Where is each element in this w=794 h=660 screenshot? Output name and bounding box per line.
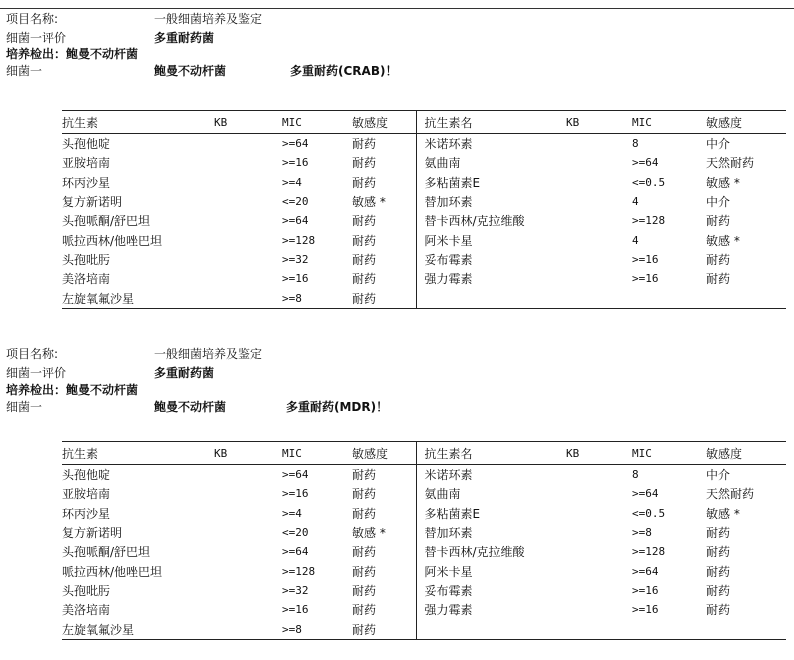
table-row (62, 542, 786, 561)
kb-value (566, 192, 632, 211)
sensitivity: 中介 (706, 468, 731, 483)
top-divider (0, 8, 794, 9)
antibiotic-name: 左旋氧氟沙星 (62, 288, 214, 308)
antibiotic-name: 氨曲南 (416, 484, 566, 503)
header-antibiotic: 抗生素 (62, 111, 214, 134)
mic-value: 4 (632, 195, 639, 209)
kb-value (214, 561, 282, 580)
antibiotic-name: 亚胺培南 (62, 156, 111, 171)
sensitivity: 耐药 (352, 487, 377, 502)
mic-value: >=16 (282, 487, 309, 501)
kb-value (214, 134, 282, 154)
header-sensitivity: 敏感度 (706, 442, 786, 465)
antibiotic-name: 头孢他啶 (62, 468, 111, 483)
antibiotic-name: 米诺环素 (416, 465, 566, 485)
kb-value (566, 619, 632, 639)
sensitivity: 耐药 (352, 583, 377, 598)
antibiotic-name: 美洛培南 (62, 603, 111, 618)
item-label: 项目名称: (6, 347, 59, 361)
culture-value: 鲍曼不动杆菌 (66, 383, 139, 397)
mic-value: <=0.5 (632, 506, 666, 520)
mic-value: >=8 (282, 288, 352, 308)
bacteria-row (6, 64, 398, 78)
sensitivity: 耐药 (352, 506, 377, 521)
sensitivity: 耐药 (352, 468, 377, 483)
antibiotic-name: 替卡西林/克拉维酸 (416, 542, 566, 561)
mic-value: 8 (632, 468, 639, 482)
table-row (62, 288, 786, 308)
kb-value (566, 288, 632, 308)
kb-value (566, 134, 632, 154)
kb-value (214, 542, 282, 561)
table-row (62, 465, 786, 485)
item-label: 项目名称: (6, 12, 59, 26)
kb-value (566, 153, 632, 172)
sensitivity: 耐药 (352, 272, 377, 287)
mic-value: >=128 (632, 214, 666, 228)
antibiotic-name: 环丙沙星 (62, 506, 111, 521)
sensitivity: 耐药 (352, 175, 377, 190)
antibiotic-name: 美洛培南 (62, 272, 111, 287)
antibiotic-name: 哌拉西林/他唑巴坦 (62, 233, 163, 248)
mic-value: >=8 (632, 526, 652, 540)
sensitivity: 中介 (706, 137, 731, 152)
bacteria-row (6, 400, 389, 414)
header-sensitivity: 敏感度 (352, 442, 416, 465)
sensitivity: 耐药 (706, 526, 731, 541)
header-antibiotic: 抗生素 (62, 442, 214, 465)
kb-value (214, 250, 282, 269)
mic-value: >=16 (282, 603, 309, 617)
eval-value: 多重耐药菌 (154, 366, 215, 380)
kb-value (214, 581, 282, 600)
item-row (6, 347, 263, 361)
sensitivity (706, 619, 786, 639)
kb-value (566, 211, 632, 230)
sensitivity: 耐药 (352, 214, 377, 229)
sensitivity: 耐药 (706, 252, 731, 267)
sensitivity: 耐药 (352, 619, 416, 639)
header-antibiotic-name: 抗生素名 (416, 111, 566, 134)
bacteria-note: 多重耐药(CRAB)！ (290, 64, 398, 78)
mic-value: <=20 (282, 195, 309, 209)
antibiotic-name: 阿米卡星 (416, 561, 566, 580)
antibiotic-name: 头孢他啶 (62, 137, 111, 152)
sensitivity: 天然耐药 (706, 156, 755, 171)
mic-value: >=32 (282, 583, 309, 597)
eval-row (6, 366, 215, 380)
kb-value (214, 230, 282, 249)
mic-value: >=8 (282, 619, 352, 639)
kb-value (566, 504, 632, 523)
antibiotic-name: 替加环素 (416, 523, 566, 542)
antibiotic-name: 妥布霉素 (416, 581, 566, 600)
kb-value (214, 192, 282, 211)
antibiotic-name: 替加环素 (416, 192, 566, 211)
sensitivity (706, 288, 786, 308)
antibiotic-name: 强力霉素 (416, 269, 566, 288)
table-row (62, 523, 786, 542)
table-row (62, 153, 786, 172)
mic-value: >=128 (282, 564, 316, 578)
mic-value: >=16 (632, 583, 659, 597)
antibiotic-name: 多粘菌素E (416, 173, 566, 192)
kb-value (214, 211, 282, 230)
sensitivity: 中介 (706, 195, 731, 210)
table-header-row (62, 442, 786, 465)
sensitivity: 敏感 * (352, 195, 386, 210)
culture-value: 鲍曼不动杆菌 (66, 47, 139, 61)
mic-value (632, 619, 706, 639)
kb-value (566, 465, 632, 485)
mic-value: >=16 (632, 252, 659, 266)
sensitivity: 耐药 (352, 252, 377, 267)
table-header-row (62, 111, 786, 134)
header-mic: MIC (632, 442, 706, 465)
antibiotic-name: 哌拉西林/他唑巴坦 (62, 564, 163, 579)
sensitivity: 耐药 (706, 603, 731, 618)
table-row (62, 484, 786, 503)
sensitivity: 耐药 (352, 156, 377, 171)
table-row (62, 600, 786, 619)
table-row (62, 619, 786, 639)
mic-value: >=64 (282, 214, 309, 228)
antibiotic-name: 头孢吡肟 (62, 583, 111, 598)
sensitivity: 耐药 (706, 272, 731, 287)
mic-value: >=64 (632, 156, 659, 170)
item-value: 一般细菌培养及鉴定 (154, 12, 263, 26)
kb-value (214, 619, 282, 639)
header-kb: KB (214, 442, 282, 465)
eval-label: 细菌一评价 (6, 366, 67, 380)
culture-row (6, 47, 138, 61)
sensitivity: 耐药 (352, 545, 377, 560)
antibiotic-name: 头孢哌酮/舒巴坦 (62, 214, 151, 229)
mic-value: >=64 (632, 487, 659, 501)
mic-value: >=16 (282, 272, 309, 286)
susceptibility-table (62, 110, 786, 309)
sensitivity: 耐药 (706, 583, 731, 598)
bacteria-label: 细菌一 (6, 64, 43, 78)
mic-value: >=4 (282, 506, 302, 520)
kb-value (214, 600, 282, 619)
kb-value (566, 484, 632, 503)
kb-value (214, 484, 282, 503)
sensitivity: 敏感 * (706, 175, 740, 190)
mic-value: >=16 (282, 156, 309, 170)
table-row (62, 134, 786, 154)
header-kb: KB (566, 442, 632, 465)
table-row (62, 230, 786, 249)
mic-value: >=128 (632, 545, 666, 559)
kb-value (214, 504, 282, 523)
mic-value: >=128 (282, 233, 316, 247)
table-row (62, 504, 786, 523)
kb-value (214, 269, 282, 288)
header-mic: MIC (282, 442, 352, 465)
culture-row (6, 383, 138, 397)
table-row (62, 173, 786, 192)
kb-value (566, 523, 632, 542)
kb-value (566, 581, 632, 600)
antibiotic-name: 头孢吡肟 (62, 252, 111, 267)
sensitivity: 耐药 (706, 545, 731, 560)
antibiotic-name: 复方新诺明 (62, 195, 123, 210)
sensitivity: 耐药 (706, 564, 731, 579)
antibiotic-name: 左旋氧氟沙星 (62, 619, 214, 639)
sensitivity: 耐药 (352, 137, 377, 152)
item-value: 一般细菌培养及鉴定 (154, 347, 263, 361)
antibiotic-name: 米诺环素 (416, 134, 566, 154)
mic-value: >=16 (632, 603, 659, 617)
antibiotic-name: 替卡西林/克拉维酸 (416, 211, 566, 230)
table-row (62, 581, 786, 600)
sensitivity: 天然耐药 (706, 487, 755, 502)
kb-value (566, 173, 632, 192)
table-row (62, 211, 786, 230)
kb-value (566, 600, 632, 619)
table-row (62, 192, 786, 211)
kb-value (566, 269, 632, 288)
kb-value (566, 561, 632, 580)
sensitivity: 耐药 (352, 233, 377, 248)
sensitivity: 耐药 (352, 288, 416, 308)
kb-value (214, 523, 282, 542)
header-sensitivity: 敏感度 (706, 111, 786, 134)
bacteria-label: 细菌一 (6, 400, 43, 414)
table-row (62, 561, 786, 580)
sensitivity: 敏感 * (706, 233, 740, 248)
header-kb: KB (566, 111, 632, 134)
kb-value (214, 465, 282, 485)
mic-value (632, 288, 706, 308)
item-row (6, 12, 263, 26)
antibiotic-name: 复方新诺明 (62, 526, 123, 541)
antibiotic-name: 阿米卡星 (416, 230, 566, 249)
antibiotic-name: 氨曲南 (416, 153, 566, 172)
culture-label: 培养检出： (6, 383, 67, 397)
mic-value: 4 (632, 233, 639, 247)
eval-value: 多重耐药菌 (154, 31, 215, 45)
antibiotic-name: 强力霉素 (416, 600, 566, 619)
sensitivity: 敏感 * (706, 506, 740, 521)
kb-value (214, 153, 282, 172)
header-mic: MIC (632, 111, 706, 134)
sensitivity: 耐药 (352, 603, 377, 618)
mic-value: >=4 (282, 175, 302, 189)
antibiotic-name (416, 288, 566, 308)
table-row (62, 250, 786, 269)
header-mic: MIC (282, 111, 352, 134)
antibiotic-name: 多粘菌素E (416, 504, 566, 523)
bacteria-name: 鲍曼不动杆菌 (154, 400, 227, 414)
mic-value: >=64 (282, 545, 309, 559)
kb-value (214, 288, 282, 308)
susceptibility-table (62, 441, 786, 640)
kb-value (214, 173, 282, 192)
antibiotic-name: 环丙沙星 (62, 175, 111, 190)
sensitivity: 敏感 * (352, 526, 386, 541)
antibiotic-name (416, 619, 566, 639)
mic-value: >=64 (282, 137, 309, 151)
culture-label: 培养检出： (6, 47, 67, 61)
sensitivity: 耐药 (352, 564, 377, 579)
antibiotic-name: 亚胺培南 (62, 487, 111, 502)
table-row (62, 269, 786, 288)
mic-value: >=32 (282, 252, 309, 266)
header-antibiotic-name: 抗生素名 (416, 442, 566, 465)
header-kb: KB (214, 111, 282, 134)
kb-value (566, 230, 632, 249)
antibiotic-name: 妥布霉素 (416, 250, 566, 269)
mic-value: 8 (632, 137, 639, 151)
bacteria-note: 多重耐药(MDR)！ (286, 400, 389, 414)
mic-value: >=16 (632, 272, 659, 286)
mic-value: >=64 (632, 564, 659, 578)
header-sensitivity: 敏感度 (352, 111, 416, 134)
antibiotic-name: 头孢哌酮/舒巴坦 (62, 545, 151, 560)
sensitivity: 耐药 (706, 214, 731, 229)
eval-label: 细菌一评价 (6, 31, 67, 45)
eval-row (6, 31, 215, 45)
kb-value (566, 250, 632, 269)
mic-value: >=64 (282, 468, 309, 482)
kb-value (566, 542, 632, 561)
bacteria-name: 鲍曼不动杆菌 (154, 64, 227, 78)
mic-value: <=20 (282, 526, 309, 540)
mic-value: <=0.5 (632, 175, 666, 189)
